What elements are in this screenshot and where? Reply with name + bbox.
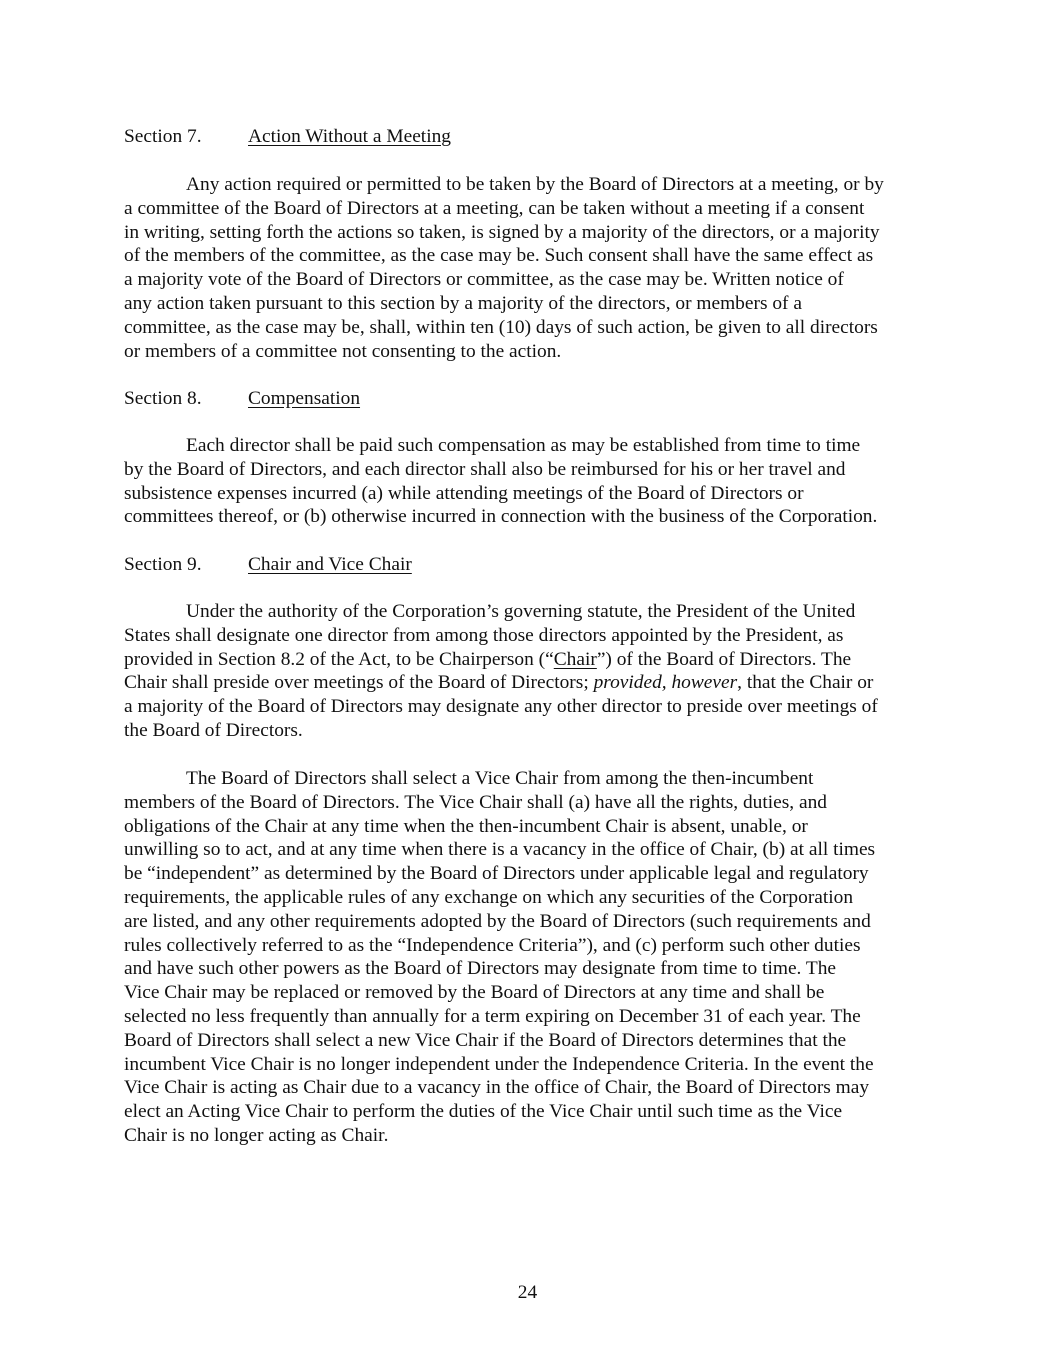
paragraph-line: members of the Board of Directors. The Vice Chair shall (a) have all the rights, duties, and — [124, 791, 827, 813]
section-9-heading — [124, 553, 412, 577]
paragraph-line: committee, as the case may be, shall, within ten (10) days of such action, be given to all directors — [124, 316, 878, 338]
paragraph-line: Any action required or permitted to be taken by the Board of Directors at a meeting, or by — [186, 174, 884, 195]
paragraph-line: Chair is no longer acting as Chair. — [124, 1124, 389, 1146]
paragraph-line: committees thereof, or (b) otherwise incurred in connection with the business of the Corporation. — [124, 506, 878, 528]
paragraph-line: are listed, and any other requirements adopted by the Board of Directors (such requirements and — [124, 910, 871, 932]
section-8-paragraph — [124, 434, 939, 529]
paragraph-line: by the Board of Directors, and each director shall also be reimbursed for his or her travel and — [124, 458, 846, 480]
paragraph-line — [124, 648, 939, 672]
section-9-title: Chair and Vice Chair — [248, 554, 412, 575]
paragraph-line: rules collectively referred to as the “Independence Criteria”), and (c) perform such other duties — [124, 934, 861, 956]
text-fragment: , that the Chair or — [737, 672, 874, 694]
paragraph-line: Each director shall be paid such compensation as may be established from time to time — [186, 435, 861, 456]
paragraph-line: elect an Acting Vice Chair to perform the duties of the Vice Chair until such time as the Vice — [124, 1101, 843, 1123]
paragraph-line: States shall designate one director from among those directors appointed by the President, as — [124, 624, 844, 646]
section-8-heading — [124, 387, 360, 411]
paragraph-line: The Board of Directors shall select a Vice Chair from among the then-incumbent — [186, 768, 814, 789]
italic-proviso: provided, however — [593, 672, 738, 694]
paragraph-line: be “independent” as determined by the Board of Directors under applicable legal and regulatory — [124, 863, 869, 885]
paragraph-line: any action taken pursuant to this section by a majority of the directors, or members of a — [124, 292, 802, 314]
paragraph-line: a majority of the Board of Directors may designate any other director to preside over meetings of — [124, 696, 878, 718]
paragraph-line: Vice Chair may be replaced or removed by the Board of Directors at any time and shall be — [124, 982, 825, 1004]
paragraph-line: Under the authority of the Corporation’s governing statute, the President of the United — [186, 601, 856, 622]
paragraph-line: of the members of the committee, as the case may be. Such consent shall have the same effect as — [124, 245, 874, 267]
paragraph-line: or members of a committee not consenting to the action. — [124, 340, 562, 362]
section-9-number: Section 9. — [124, 554, 202, 575]
section-8-number: Section 8. — [124, 388, 202, 409]
section-9-paragraph-1 — [124, 600, 939, 743]
text-fragment: provided in Section 8.2 of the Act, to be Chairperson (“ — [124, 648, 554, 670]
paragraph-line: and have such other powers as the Board of Directors may designate from time to time. The — [124, 958, 837, 980]
section-8-title: Compensation — [248, 388, 361, 409]
paragraph-line: unwilling so to act, and at any time when there is a vacancy in the office of Chair, (b) at all times — [124, 839, 876, 861]
paragraph-line: a majority vote of the Board of Directors or committee, as the case may be. Written notice of — [124, 269, 844, 291]
paragraph-line: subsistence expenses incurred (a) while attending meetings of the Board of Directors or — [124, 482, 804, 504]
text-fragment: Chair shall preside over meetings of the Board of Directors; — [124, 672, 594, 694]
section-7-title: Action Without a Meeting — [248, 126, 451, 147]
page-number: 24 — [517, 1282, 538, 1303]
paragraph-line — [124, 671, 939, 695]
section-7-number: Section 7. — [124, 126, 202, 147]
paragraph-line: selected no less frequently than annually for a term expiring on December 31 of each year. The — [124, 1005, 861, 1027]
text-fragment: ”) of the Board of Directors. The — [596, 648, 852, 670]
paragraph-line: obligations of the Chair at any time when the then-incumbent Chair is absent, unable, or — [124, 815, 808, 837]
paragraph-line: Vice Chair is acting as Chair due to a vacancy in the office of Chair, the Board of Directors may — [124, 1077, 870, 1099]
defined-term-chair: Chair — [553, 648, 597, 670]
section-7-heading — [124, 125, 451, 149]
paragraph-line: incumbent Vice Chair is no longer independent under the Independence Criteria. In the event the — [124, 1053, 874, 1075]
paragraph-line: the Board of Directors. — [124, 719, 303, 741]
section-7-paragraph — [124, 173, 939, 363]
section-9-paragraph-2 — [124, 767, 939, 1148]
paragraph-line: Board of Directors shall select a new Vice Chair if the Board of Directors determines that the — [124, 1029, 847, 1051]
paragraph-line: requirements, the applicable rules of any exchange on which any securities of the Corporation — [124, 886, 854, 908]
paragraph-line: a committee of the Board of Directors at a meeting, can be taken without a meeting if a consent — [124, 197, 865, 219]
paragraph-line: in writing, setting forth the actions so taken, is signed by a majority of the directors, or a majority — [124, 221, 880, 243]
